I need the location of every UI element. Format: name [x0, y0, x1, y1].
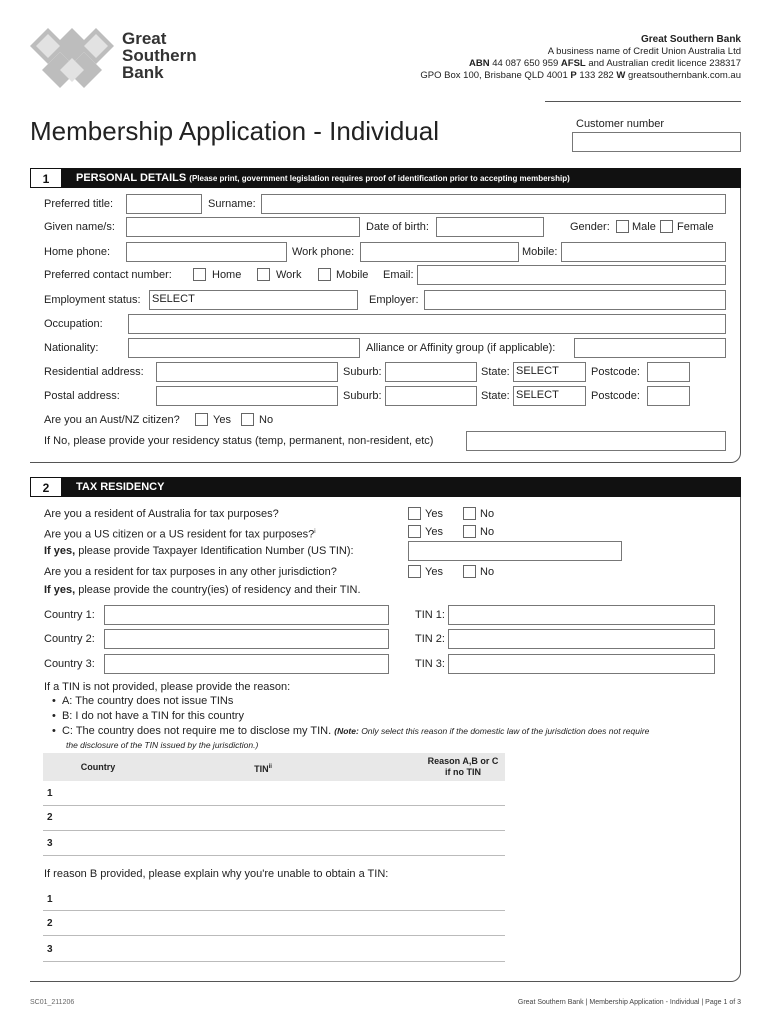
- surname-label: Surname:: [208, 198, 256, 210]
- contact-home-label: Home: [212, 269, 242, 281]
- tin3-label: TIN 3:: [415, 658, 445, 670]
- reason-b-line-3: [43, 961, 505, 962]
- postal-postcode-input[interactable]: [647, 386, 690, 406]
- contact-mobile-checkbox[interactable]: [318, 268, 331, 281]
- res-postcode-input[interactable]: [647, 362, 690, 382]
- reason-b-question: If reason B provided, please explain why you're unable to obtain a TIN:: [44, 868, 389, 880]
- email-input[interactable]: [417, 265, 726, 285]
- gender-male-checkbox[interactable]: [616, 220, 629, 233]
- gender-female-label: Female: [677, 221, 714, 233]
- employer-input[interactable]: [424, 290, 726, 310]
- tin1-label: TIN 1:: [415, 609, 445, 621]
- contact-work-checkbox[interactable]: [257, 268, 270, 281]
- reason-b-row-2: 2: [47, 918, 53, 929]
- section1-subtitle: (Please print, government legislation requires proof of identification prior to accepting membership): [189, 174, 570, 183]
- res-suburb-input[interactable]: [385, 362, 477, 382]
- tin-row-1: 1: [47, 788, 53, 799]
- tax-other-question: Are you a resident for tax purposes in any other jurisdiction?: [44, 566, 337, 578]
- address-line: GPO Box 100, Brisbane QLD 4001 P 133 282 W greatsouthernbank.com.au: [420, 70, 741, 81]
- given-names-input[interactable]: [126, 217, 360, 237]
- tax-other-yes-checkbox[interactable]: [408, 565, 421, 578]
- occupation-input[interactable]: [128, 314, 726, 334]
- section2-number: 2: [30, 477, 62, 497]
- country1-label: Country 1:: [44, 609, 95, 621]
- tax-aus-yes-label: Yes: [425, 508, 443, 520]
- preferred-contact-label: Preferred contact number:: [44, 269, 172, 281]
- work-phone-input[interactable]: [360, 242, 519, 262]
- abn-line: ABN 44 087 650 959 AFSL and Australian credit licence 238317: [468, 58, 741, 69]
- reason-b-row-3: 3: [47, 944, 53, 955]
- residency-question: If No, please provide your residency status (temp, permanent, non-resident, etc): [44, 435, 434, 447]
- customer-number-label: Customer number: [576, 118, 665, 130]
- work-phone-label: Work phone:: [292, 246, 355, 258]
- country1-input[interactable]: [104, 605, 389, 625]
- country3-input[interactable]: [104, 654, 389, 674]
- employer-label: Employer:: [369, 294, 419, 306]
- occupation-label: Occupation:: [44, 318, 103, 330]
- gender-female-checkbox[interactable]: [660, 220, 673, 233]
- col-reason: Reason A,B or C if no TIN: [427, 756, 499, 777]
- footer-code: SC01_211206: [30, 999, 75, 1006]
- us-tin-input[interactable]: [408, 541, 622, 561]
- postal-address-label: Postal address:: [44, 390, 120, 402]
- col-country: Country: [80, 762, 116, 772]
- preferred-title-label: Preferred title:: [44, 198, 114, 210]
- mobile-input[interactable]: [561, 242, 726, 262]
- home-phone-label: Home phone:: [44, 246, 111, 258]
- email-label: Email:: [383, 269, 414, 281]
- dob-label: Date of birth:: [366, 221, 429, 233]
- postal-state-select[interactable]: SELECT: [513, 386, 586, 406]
- contact-work-label: Work: [276, 269, 302, 281]
- contact-home-checkbox[interactable]: [193, 268, 206, 281]
- residential-address-input[interactable]: [156, 362, 338, 382]
- postal-postcode-label: Postcode:: [591, 390, 640, 402]
- customer-number-input[interactable]: [572, 132, 741, 152]
- bank-name: Great Southern Bank: [640, 34, 741, 45]
- section2-header: [30, 477, 741, 497]
- citizen-yes-checkbox[interactable]: [195, 413, 208, 426]
- section1-number: 1: [30, 168, 62, 188]
- mobile-label: Mobile:: [522, 246, 558, 258]
- tin3-input[interactable]: [448, 654, 715, 674]
- contact-mobile-label: Mobile: [336, 269, 369, 281]
- home-phone-input[interactable]: [126, 242, 287, 262]
- gender-label: Gender:: [570, 221, 610, 233]
- reason-b-line-2: [43, 935, 505, 936]
- tax-aus-question: Are you a resident of Australia for tax purposes?: [44, 508, 279, 520]
- tin-row-line-3: [43, 855, 505, 856]
- tax-other-yes-label: Yes: [425, 566, 443, 578]
- nationality-input[interactable]: [128, 338, 360, 358]
- logo-text-1: Great: [122, 29, 167, 48]
- preferred-title-input[interactable]: [126, 194, 202, 214]
- citizen-no-label: No: [259, 414, 274, 426]
- citizen-question: Are you an Aust/NZ citizen?: [44, 414, 180, 426]
- country2-input[interactable]: [104, 629, 389, 649]
- tin-row-3: 3: [47, 838, 53, 849]
- postal-state-label: State:: [481, 390, 510, 402]
- header-divider: [545, 101, 741, 102]
- section2-title: TAX RESIDENCY: [76, 481, 165, 493]
- form-title: Membership Application - Individual: [30, 116, 439, 146]
- countries-instruction: If yes, please provide the country(ies) of residency and their TIN.: [44, 584, 361, 596]
- tin-row-line-2: [43, 830, 505, 831]
- section1-header: [30, 168, 741, 188]
- tax-aus-no-label: No: [480, 508, 495, 520]
- reason-b-row-1: 1: [47, 894, 53, 905]
- alliance-label: Alliance or Affinity group (if applicable):: [366, 342, 556, 354]
- alliance-input[interactable]: [574, 338, 726, 358]
- tin1-input[interactable]: [448, 605, 715, 625]
- tax-us-question: Are you a US citizen or a US resident for tax purposes?$^i$: [44, 528, 316, 541]
- reason-c-note-cont: the disclosure of the TIN issued by the jurisdiction.): [66, 740, 259, 750]
- tin2-input[interactable]: [448, 629, 715, 649]
- residency-input[interactable]: [466, 431, 726, 451]
- tin-row-2: 2: [47, 812, 53, 823]
- business-line: A business name of Credit Union Australia Ltd: [547, 46, 741, 57]
- reason-a: • A: The country does not issue TINs: [52, 695, 234, 707]
- tax-aus-yes-checkbox[interactable]: [408, 507, 421, 520]
- reason-b-line-1: [43, 910, 505, 911]
- tax-us-no-label: No: [480, 526, 495, 538]
- residential-address-label: Residential address:: [44, 366, 144, 378]
- employment-status-select[interactable]: SELECT: [149, 290, 358, 310]
- us-tin-label: If yes, please provide Taxpayer Identification Number (US TIN):: [44, 545, 354, 557]
- res-postcode-label: Postcode:: [591, 366, 640, 378]
- gender-male-label: Male: [632, 221, 656, 233]
- tax-us-no-checkbox[interactable]: [463, 525, 476, 538]
- citizen-yes-label: Yes: [213, 414, 231, 426]
- postal-address-input[interactable]: [156, 386, 338, 406]
- tax-other-no-label: No: [480, 566, 495, 578]
- col-tin: TIN$^{ii}$: [254, 764, 272, 774]
- citizen-no-checkbox[interactable]: [241, 413, 254, 426]
- reason-intro: If a TIN is not provided, please provide the reason:: [44, 681, 291, 693]
- logo-text-3: Bank: [122, 63, 164, 82]
- country2-label: Country 2:: [44, 633, 95, 645]
- surname-input[interactable]: [261, 194, 726, 214]
- res-state-select[interactable]: SELECT: [513, 362, 586, 382]
- given-names-label: Given name/s:: [44, 221, 115, 233]
- tax-us-yes-checkbox[interactable]: [408, 525, 421, 538]
- logo-diamond-icon: [28, 26, 116, 90]
- employment-status-label: Employment status:: [44, 294, 141, 306]
- tin-row-line-1: [43, 805, 505, 806]
- reason-b: • B: I do not have a TIN for this country: [52, 710, 244, 722]
- postal-suburb-input[interactable]: [385, 386, 477, 406]
- logo-text-2: Southern: [122, 46, 197, 65]
- postal-suburb-label: Suburb:: [343, 390, 382, 402]
- tin2-label: TIN 2:: [415, 633, 445, 645]
- tax-other-no-checkbox[interactable]: [463, 565, 476, 578]
- country3-label: Country 3:: [44, 658, 95, 670]
- dob-input[interactable]: [436, 217, 544, 237]
- res-state-label: State:: [481, 366, 510, 378]
- reason-c: • C: The country does not require me to disclose my TIN. (Note: Only select this reason if the domestic law of the jurisdiction does not require: [52, 725, 650, 737]
- tax-aus-no-checkbox[interactable]: [463, 507, 476, 520]
- bank-logo: [28, 26, 208, 92]
- res-suburb-label: Suburb:: [343, 366, 382, 378]
- section1-title: PERSONAL DETAILS: [76, 172, 187, 184]
- footer-text: Great Southern Bank | Membership Application - Individual | Page 1 of 3: [517, 999, 741, 1006]
- tin-table-header: [43, 753, 505, 781]
- bank-header-info: [420, 34, 741, 82]
- tax-us-yes-label: Yes: [425, 526, 443, 538]
- nationality-label: Nationality:: [44, 342, 99, 354]
